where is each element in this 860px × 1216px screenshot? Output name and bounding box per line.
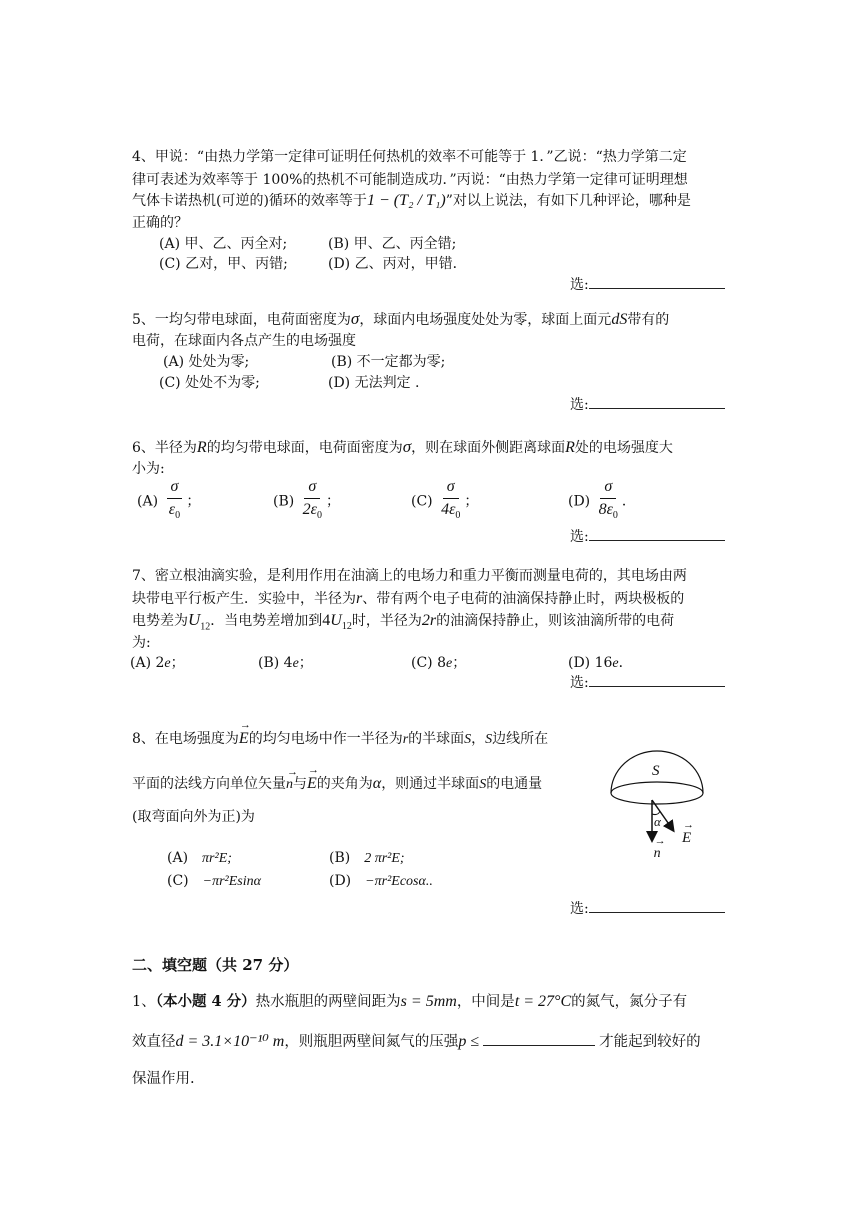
q7-text-line-3-c: 时，半径为 (351, 613, 422, 629)
q6-option-b-denominator: $2\varepsilon_0$ (302, 501, 322, 522)
q7-text-line-3-d: 的油滴保持静止，则该油滴所带的电荷 (436, 613, 675, 629)
q7-2r-symbol: 2r (421, 612, 437, 629)
q6-option-a-denominator: $\varepsilon_0$ (168, 501, 181, 522)
q8-s-symbol-2: S (485, 732, 493, 747)
fill1-s-equation: s = 5mm (400, 993, 457, 1010)
q8-option-a[interactable]: (A) πr²E; (167, 850, 232, 866)
q8-option-d[interactable]: (D) −πr²Ecosα.. (329, 873, 433, 889)
q7-option-b[interactable]: (B) 4e； (258, 655, 313, 671)
q7-r-symbol: r (356, 590, 363, 607)
q8-text-line-3: (取弯面向外为正)为 (132, 809, 255, 825)
q5-text-line-1-c: 带有的 (627, 312, 670, 328)
q6-option-c-sep: ； (464, 493, 479, 510)
fill1-text-line-1: 1、（本小题 4 分）热水瓶胆的两壁间距为s = 5mm，中间是t = 27°C的氮气，氮分子有 (132, 993, 688, 1010)
q7-text-line-2-b: 、带有两个电子电荷的油滴保持静止时，两块极板的 (362, 591, 685, 607)
q6-option-b-label: (B) (273, 493, 295, 510)
q8-answer-blank[interactable] (589, 898, 725, 913)
q4-text-line-3-a: 气体卡诺热机(可逆的)循环的效率等于 (132, 193, 367, 209)
q7-text-line-4: 为: (132, 635, 151, 651)
q8-answer-label: 选: (570, 901, 589, 917)
q6-option-d-numerator: σ (600, 478, 616, 499)
q7-option-d[interactable]: (D) 16e． (568, 655, 633, 671)
q8-text-line-2-a: 平面的法线方向单位矢量 (132, 776, 286, 792)
q6-option-b[interactable] (273, 478, 340, 525)
q7-text-line-3 (132, 610, 674, 632)
q8-s-symbol: S (464, 732, 472, 747)
q6-option-c-fraction (441, 478, 460, 525)
q6-answer-blank[interactable] (589, 526, 725, 541)
fill1-text-line-2: 效直径d = 3.1×10⁻¹⁰ m，则瓶胆两壁间氮气的压强p ≤ 才能起到较好的 (132, 1033, 701, 1050)
q6-option-a[interactable] (137, 478, 200, 525)
hemisphere-base-ellipse (611, 782, 703, 804)
fill1-text-line-3: 保温作用. (132, 1071, 195, 1087)
q7-text-line-3-a: 电势差为 (132, 613, 188, 629)
q4-answer-blank[interactable] (589, 274, 725, 289)
q8-text-line-2-b: 与 (293, 776, 307, 792)
q6-option-d-denominator: $8\varepsilon_0$ (598, 501, 618, 522)
q6-text-line-2: 小为: (132, 461, 165, 477)
fill1-answer-blank[interactable] (483, 1031, 595, 1046)
q7-4u12-symbol: $4U_{12}$ (322, 612, 352, 633)
q4-option-a[interactable]: (A) 甲、乙、丙全对; (159, 236, 288, 252)
q6-sigma-symbol: σ (402, 437, 412, 456)
q4-text-line-2: 律可表述为效率等于 100%的热机不可能制造成功．”丙说：“由热力学第一定律可证明理想 (132, 172, 688, 188)
q6-r-symbol-2: R (565, 439, 575, 456)
q4-text-line-3 (132, 190, 691, 210)
q5-option-a[interactable]: (A) 处处为零; (163, 354, 250, 370)
fill1-points: （本小题 4 分） (155, 993, 256, 1010)
q6-option-a-fraction (167, 478, 183, 525)
q6-option-a-numerator: σ (167, 478, 183, 499)
q6-answer-label: 选: (570, 529, 589, 545)
q4-option-d[interactable]: (D) 乙、丙对，甲错． (328, 256, 467, 272)
fill1-p-symbol: p ≤ (458, 1033, 480, 1050)
q8-text-line-2-e: 的电通量 (486, 776, 543, 792)
q5-option-d[interactable]: (D) 无法判定 . (328, 375, 420, 391)
q6-option-c-label: (C) (411, 493, 433, 510)
q6-option-d-sep: ． (621, 493, 636, 510)
q4-option-b[interactable]: (B) 甲、乙、丙全错; (328, 236, 457, 252)
q6-option-d[interactable] (568, 478, 636, 525)
q8-option-b[interactable]: (B) 2 πr²E; (329, 850, 405, 866)
q6-option-a-label: (A) (137, 493, 159, 510)
q6-text-line-1-d: 处的电场强度大 (574, 440, 673, 456)
q6-option-b-fraction (303, 478, 322, 525)
q4-text-line-1: 4、甲说：“由热力学第一定律可证明任何热机的效率不可能等于 1．”乙说：“热力学第二定 (132, 149, 687, 165)
q7-option-c[interactable]: (C) 8e； (411, 655, 467, 671)
q6-option-b-sep: ； (325, 493, 340, 510)
q8-alpha-symbol: α (372, 775, 382, 792)
q7-u12-symbol: $U_{12}$ (188, 610, 211, 633)
figure-label-alpha: α (654, 814, 661, 829)
fill1-d-equation: d = 3.1×10⁻¹⁰ m (175, 1033, 285, 1050)
q5-option-b[interactable]: (B) 不一定都为零; (331, 354, 446, 370)
q6-option-a-sep: ； (186, 493, 201, 510)
q6-answer-row (570, 526, 725, 546)
q6-text-line-1 (132, 437, 673, 457)
q8-text-line-1 (132, 728, 548, 748)
q5-text-line-2: 电荷，在球面内各点产生的电场强度 (132, 333, 356, 349)
q6-text-line-1-c: ，则在球面外侧距离球面 (411, 440, 566, 456)
q8-r-symbol: r (402, 732, 409, 747)
q7-text-line-1: 7、密立根油滴实验，是利用作用在油滴上的电场力和重力平衡而测量电荷的，其电场由两 (132, 568, 687, 584)
q8-answer-row (570, 898, 725, 918)
figure-label-n: → n (654, 846, 661, 862)
section-2-heading: 二、填空题（共 27 分） (132, 956, 299, 974)
q5-ds-symbol: dS (611, 311, 628, 328)
q8-text-line-1-a: 8、在电场强度为 (132, 731, 239, 747)
q8-text-line-2 (132, 773, 542, 793)
q4-option-c[interactable]: (C) 乙对，甲、丙错; (159, 256, 288, 272)
q5-text-line-1-b: ，球面内电场强度处处为零，球面上面元 (359, 312, 612, 328)
q5-sigma-symbol: σ (350, 309, 360, 328)
q6-option-c[interactable] (411, 478, 478, 525)
q8-text-line-1-c: 的半球面 (408, 731, 465, 747)
q8-e-vector-2: → E (307, 775, 317, 793)
q6-option-b-numerator: σ (304, 478, 320, 499)
q5-option-c[interactable]: (C) 处处不为零; (159, 375, 260, 391)
q8-text-line-2-c: 的夹角为 (316, 776, 373, 792)
q5-text-line-1-a: 5、一均匀带电球面，电荷面密度为 (132, 312, 351, 328)
q8-s-symbol-3: S (479, 777, 487, 792)
q6-option-c-denominator: $4\varepsilon_0$ (441, 501, 461, 522)
q6-option-d-fraction (599, 478, 618, 525)
q8-text-line-1-e: 边线所在 (492, 731, 549, 747)
fill1-t-equation: t = 27°C (514, 993, 572, 1010)
q5-answer-row (570, 394, 725, 414)
q4-carnot-formula: 1 − (T₂ / T₁) (366, 192, 446, 209)
q8-text-line-1-b: 的均匀电场中作一半径为 (248, 731, 403, 747)
q4-text-line-3-b: ”对以上说法，有如下几种评论，哪种是 (445, 193, 691, 209)
q6-option-d-label: (D) (568, 493, 591, 510)
q7-text-line-2 (132, 588, 684, 608)
q4-answer-row (570, 274, 725, 294)
q5-answer-blank[interactable] (589, 394, 725, 409)
q5-answer-label: 选: (570, 397, 589, 413)
q7-text-line-2-a: 块带电平行板产生．实验中，半径为 (132, 591, 356, 607)
q7-option-a[interactable]: (A) 2e； (130, 655, 185, 671)
q4-text-line-4: 正确的？ (132, 215, 188, 231)
q4-answer-label: 选: (570, 277, 589, 293)
figure-label-e: → E (682, 830, 691, 847)
q6-text-line-1-a: 6、半径为 (132, 440, 197, 456)
q6-text-line-1-b: 的均匀带电球面，电荷面密度为 (206, 440, 403, 456)
q7-answer-blank[interactable] (589, 672, 725, 687)
q8-text-line-1-d: ， (471, 731, 486, 747)
q8-n-vector: → n (286, 777, 293, 793)
q8-option-c[interactable]: (C) −πr²Esinα (167, 873, 261, 889)
q7-text-line-3-b: ．当电势差增加到 (210, 613, 323, 629)
q6-option-c-numerator: σ (443, 478, 459, 499)
q8-e-vector: → E (239, 730, 249, 748)
q7-answer-label: 选: (570, 675, 589, 691)
figure-label-s: S (652, 763, 660, 779)
q5-text-line-1 (132, 309, 669, 329)
q8-text-line-2-d: ，则通过半球面 (381, 776, 480, 792)
q6-r-symbol: R (196, 439, 207, 456)
q7-answer-row (570, 672, 725, 692)
